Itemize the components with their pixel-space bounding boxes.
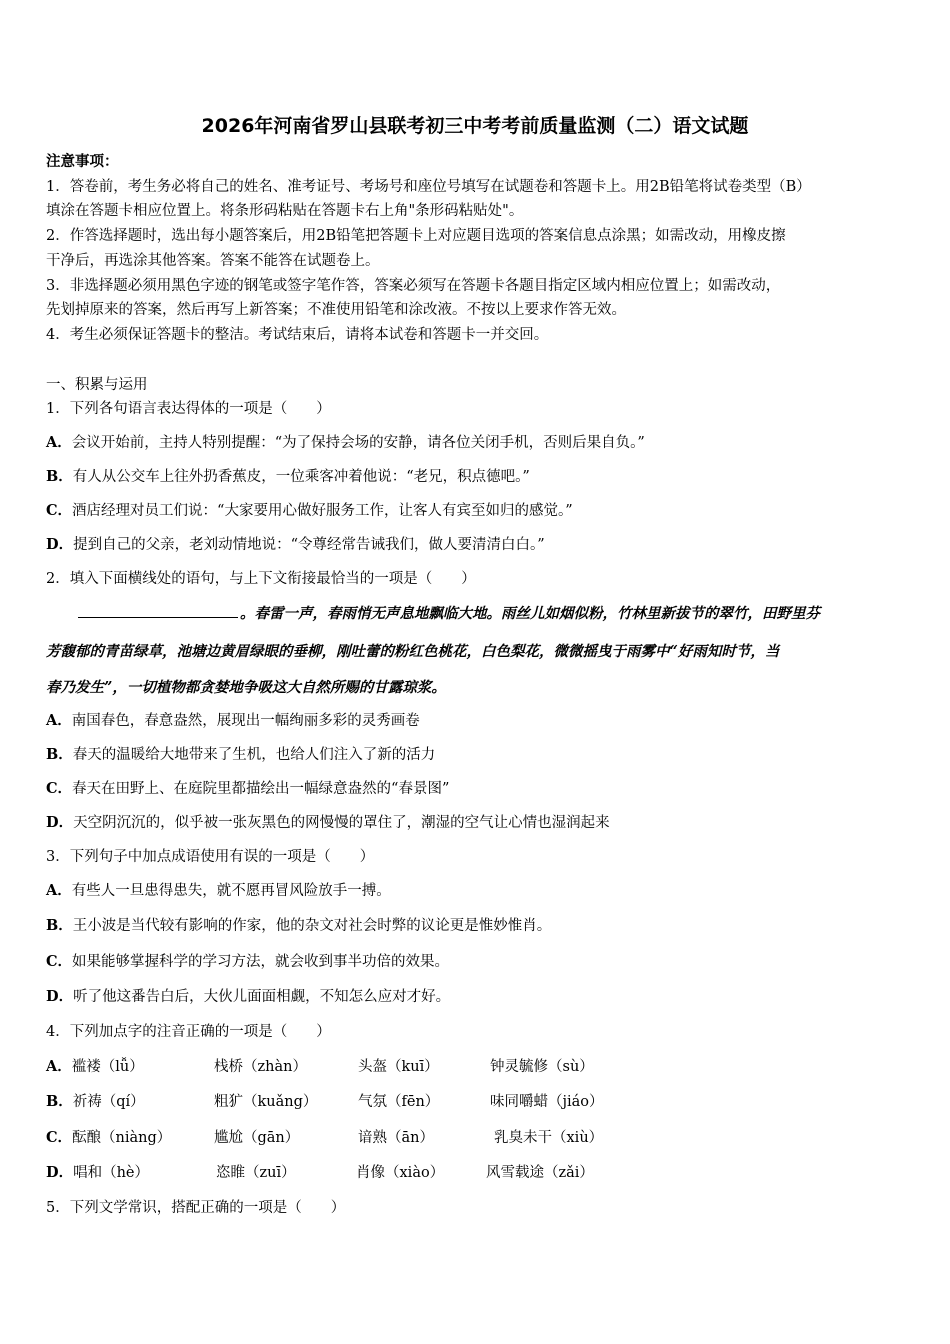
pinyin-item: 尴尬（gān）: [214, 1130, 300, 1146]
answer-blank: [78, 603, 238, 618]
pinyin-item: 味同嚼蜡（jiáo）: [490, 1094, 604, 1110]
option-a: A．褴褛（lǚ）: [46, 1058, 144, 1075]
option-d: D．唱和（hè）: [46, 1164, 149, 1181]
pinyin-item: 栈桥（zhàn）: [214, 1059, 307, 1075]
pinyin-item: 粗犷（kuǎng）: [214, 1094, 318, 1110]
option-c: C．春天在田野上、在庭院里都描绘出一幅绿意盎然的“春景图”: [46, 780, 450, 797]
notice-line: 1．答卷前，考生务必将自己的姓名、准考证号、考场号和座位号填写在试题卷和答题卡上。用2B铅笔将试卷类型（B）: [46, 179, 811, 195]
question-stem-2: 2．填入下面横线处的语句，与上下文衔接最恰当的一项是（ ）: [46, 571, 476, 587]
passage-line: 芳馥郁的青苗绿草，池塘边黄眉绿眼的垂柳，刚吐蕾的粉红色桃花，白色梨花，微微摇曳于雨雾中“好雨知时节，当: [46, 643, 780, 660]
question-stem-1: 1．下列各句语言表达得体的一项是（ ）: [46, 401, 331, 417]
pinyin-item: 风雪载途（zǎi）: [486, 1165, 594, 1181]
notice-line: 填涂在答题卡相应位置上。将条形码粘贴在答题卡右上角"条形码粘贴处"。: [46, 203, 524, 219]
pinyin-item: 谙熟（ān）: [358, 1130, 434, 1146]
question-stem-3: 3．下列句子中加点成语使用有误的一项是（ ）: [46, 849, 375, 865]
option-a: A．南国春色，春意盎然，展现出一幅绚丽多彩的灵秀画卷: [46, 712, 420, 729]
question-stem-4: 4．下列加点字的注音正确的一项是（ ）: [46, 1024, 331, 1040]
notice-line: 4．考生必须保证答题卡的整洁。考试结束后，请将本试卷和答题卡一并交回。: [46, 327, 549, 343]
pinyin-item: 恣睢（zuī）: [216, 1165, 296, 1181]
pinyin-item: 肖像（xiào）: [356, 1165, 445, 1181]
notice-line: 3．非选择题必须用黑色字迹的钢笔或签字笔作答，答案必须写在答题卡各题目指定区域内相应位置上；如需改动，: [46, 278, 781, 294]
option-a: A．有些人一旦患得患失，就不愿再冒风险放手一搏。: [46, 882, 391, 899]
section-heading: 一、积累与运用: [46, 377, 148, 393]
notice-line: 先划掉原来的答案，然后再写上新答案；不准使用铅笔和涂改液。不按以上要求作答无效。: [46, 302, 626, 318]
option-b: B．王小波是当代较有影响的作家，他的杂文对社会时弊的议论更是惟妙惟肖。: [46, 917, 552, 934]
pinyin-item: 头盔（kuī）: [358, 1059, 439, 1075]
option-d: D．提到自己的父亲，老刘动情地说：“令尊经常告诫我们，做人要清清白白。”: [46, 536, 545, 553]
notice-line: 2．作答选择题时，选出每小题答案后，用2B铅笔把答题卡上对应题目选项的答案信息点涂黑；如需改动，用橡皮擦: [46, 228, 786, 244]
pinyin-item: 乳臭未干（xiù）: [494, 1130, 604, 1146]
option-d: D．听了他这番告白后，大伙儿面面相觑，不知怎么应对才好。: [46, 988, 451, 1005]
page-title: 2026年河南省罗山县联考初三中考考前质量监测（二）语文试题: [201, 115, 749, 137]
option-d: D．天空阴沉沉的，似乎被一张灰黑色的网慢慢的罩住了，潮湿的空气让心情也湿润起来: [46, 814, 610, 831]
option-b: B．春天的温暖给大地带来了生机，也给人们注入了新的活力: [46, 746, 436, 763]
option-b: B．有人从公交车上往外扔香蕉皮，一位乘客冲着他说：“老兄，积点德吧。”: [46, 468, 530, 485]
option-b: B．祈祷（qí）: [46, 1093, 145, 1110]
passage-line: 春乃发生”，一切植物都贪婪地争吸这大自然所赐的甘露琼浆。: [46, 679, 446, 696]
passage-line: 。春雷一声，春雨悄无声息地飘临大地。雨丝儿如烟似粉，竹林里新拔节的翠竹，田野里芬: [78, 603, 938, 625]
option-c: C．如果能够掌握科学的学习方法，就会收到事半功倍的效果。: [46, 953, 450, 970]
pinyin-item: 气氛（fēn）: [358, 1094, 440, 1110]
notice-line: 干净后，再选涂其他答案。答案不能答在试题卷上。: [46, 253, 380, 269]
question-stem-5: 5．下列文学常识，搭配正确的一项是（ ）: [46, 1200, 346, 1216]
option-c: C．酒店经理对员工们说：“大家要用心做好服务工作，让客人有宾至如归的感觉。”: [46, 502, 573, 519]
pinyin-item: 钟灵毓修（sù）: [490, 1059, 594, 1075]
notice-heading: 注意事项：: [46, 153, 119, 170]
option-c: C．酝酿（niàng）: [46, 1129, 172, 1146]
option-a: A．会议开始前，主持人特别提醒：“为了保持会场的安静，请各位关闭手机，否则后果自负。”: [46, 434, 645, 451]
